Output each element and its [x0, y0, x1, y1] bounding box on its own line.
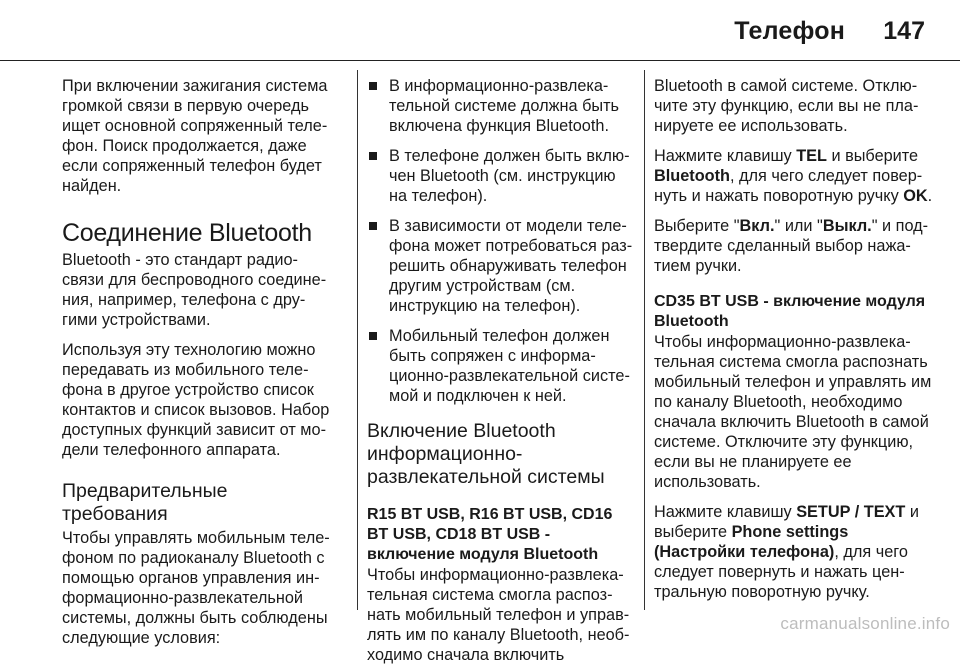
continuation-paragraph: Bluetooth в самой системе. Отключите эту функцию, если вы не планируете ее использовать.: [654, 77, 919, 135]
setup-text-key-label: SETUP / TEXT: [796, 503, 906, 521]
select-option-paragraph: [654, 216, 940, 276]
bluetooth-menu-item-label: Bluetooth: [654, 167, 730, 185]
tel-key-label: TEL: [796, 147, 827, 165]
bluetooth-definition-paragraph: Bluetooth - это стандарт радиосвязи для беспроводного соединения, например, телефона с другими устройствами.: [62, 251, 327, 329]
instruction-text: Нажмите клавишу: [654, 503, 797, 521]
instruction-text: и выберите: [826, 147, 919, 165]
bluetooth-connection-heading: Соединение Bluetooth: [62, 219, 312, 247]
section-title: Телефон: [734, 17, 845, 45]
instruction-text: , для чего следует повернуть и нажать центральную поворотную ручку.: [654, 543, 908, 601]
column-2: [357, 70, 637, 664]
prerequisites-list: [367, 76, 637, 406]
instruction-text: , для чего следует повернуть и нажать поворотную ручку: [654, 167, 923, 205]
square-bullet-icon: [369, 82, 377, 90]
prerequisites-paragraph: Чтобы управлять мобильным телефоном по радиоканалу Bluetooth с помощью органов управления информационно-развлекательной системы, должны быть соблюдены следующие условия:: [62, 529, 330, 647]
column-3: [644, 70, 940, 610]
square-bullet-icon: [369, 152, 377, 160]
off-option-label: Выкл.: [822, 217, 872, 235]
instruction-text: .: [927, 187, 933, 205]
instruction-text: " или ": [774, 217, 823, 235]
page-number: 147: [883, 17, 925, 45]
bluetooth-usage-paragraph: Используя эту технологию можно передавать из мобильного телефона в другое устройство список контактов и список вызовов. Набор доступных функций зависит от модели телефонного аппарата.: [62, 341, 330, 459]
on-option-label: Вкл.: [739, 217, 775, 235]
column-1: [62, 76, 334, 647]
cd35-heading: CD35 BT USB - включение модуля Bluetooth: [654, 293, 926, 330]
r15-paragraph: Чтобы информационно-развлекательная система смогла распознать мобильный телефон и управлять им по каналу Bluetooth, необходимо сначала включить: [367, 566, 630, 664]
tel-instruction-paragraph: [654, 146, 940, 206]
list-item: [367, 326, 637, 406]
instruction-text: Выберите ": [654, 217, 740, 235]
cd35-paragraph: Чтобы информационно-развлекательная система смогла распознать мобильный телефон и управлять им по каналу Bluetooth, необходимо сначала включить Bluetooth в самой системе. Отключите эту функцию, если вы не планируете ее использовать.: [654, 333, 932, 491]
page-header: [0, 0, 960, 61]
phone-settings-menu-label: Phone settings (Настройки телефона): [654, 523, 849, 561]
instruction-text: и выберите: [654, 503, 919, 541]
list-item-text: В зависимости от модели телефона может потребоваться разрешить обнаруживать телефон другим устройствам (см. инструкцию на телефон).: [389, 217, 633, 315]
watermark: carmanualsonline.info: [780, 614, 950, 633]
list-item: [367, 76, 637, 136]
list-item: [367, 146, 637, 206]
square-bullet-icon: [369, 222, 377, 230]
list-item-text: В телефоне должен быть включен Bluetooth (см. инструкцию на телефон).: [389, 147, 630, 205]
instruction-text: " и подтвердите сделанный выбор нажатием ручки.: [654, 217, 929, 275]
ok-key-label: OK: [903, 187, 928, 205]
instruction-text: Нажмите клавишу: [654, 147, 797, 165]
intro-paragraph: При включении зажигания система громкой связи в первую очередь ищет основной сопряженный телефон. Поиск продолжается, даже если сопряженный телефон будет найден.: [62, 77, 328, 195]
list-item-text: Мобильный телефон должен быть сопряжен с информационно-развлекательной системой и подключен к ней.: [389, 327, 630, 405]
r15-models-heading: R15 BT USB, R16 BT USB, CD16 BT USB, CD18 BT USB - включение модуля Bluetooth: [367, 506, 613, 563]
setup-instruction-paragraph: [654, 502, 940, 602]
enable-bluetooth-heading: Включение Bluetooth информационно-развлекательной системы: [367, 420, 605, 488]
list-item: [367, 216, 637, 316]
square-bullet-icon: [369, 332, 377, 340]
prerequisites-heading: Предварительные требования: [62, 480, 228, 525]
list-item-text: В информационно-развлекательной системе должна быть включена функция Bluetooth.: [389, 77, 620, 135]
